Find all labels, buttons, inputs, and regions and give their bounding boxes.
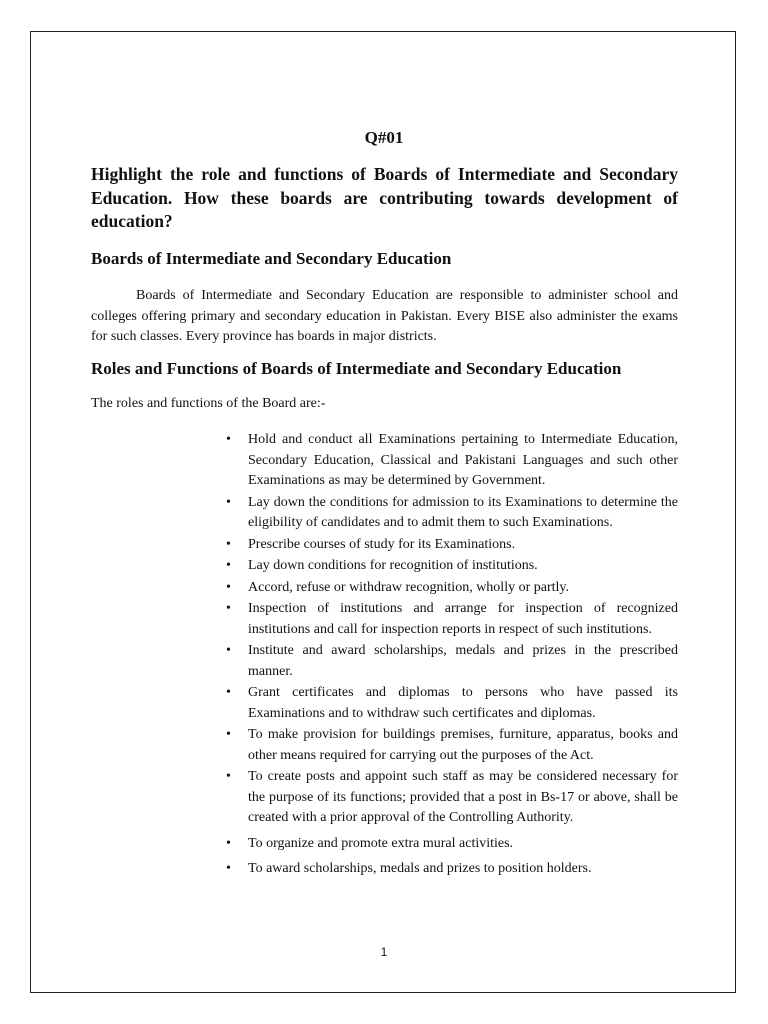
page-number: 1 — [380, 945, 388, 959]
list-item-text: To create posts and appoint such staff as may be considered necessary for the purpose of its functions; provided that a post in Bs-17 or above, shall be created with a prior approval of the Controlling Authority. — [248, 769, 678, 825]
list-item — [226, 725, 678, 766]
list-item — [226, 578, 678, 599]
question-number: Q#01 — [364, 128, 404, 147]
bullet-icon: • — [226, 727, 231, 742]
list-item-text: To organize and promote extra mural activities. — [248, 835, 514, 851]
section-heading-roles: Roles and Functions of Boards of Intermediate and Secondary Education — [91, 359, 622, 378]
bullet-icon: • — [226, 769, 231, 784]
list-item — [226, 641, 678, 682]
bullet-icon: • — [226, 579, 231, 595]
list-item-text: Hold and conduct all Examinations pertaining to Intermediate Education, Secondary Education, Classical and Pakistani Languages and such other Examinations as may be determined by Government. — [248, 432, 678, 488]
roles-bullet-list — [226, 430, 678, 884]
list-item — [226, 599, 678, 640]
bullet-icon: • — [226, 835, 231, 851]
list-item-text: Prescribe courses of study for its Examinations. — [248, 536, 516, 552]
list-item-text: Lay down the conditions for admission to its Examinations to determine the eligibility of candidates and to admit them to such Examinations. — [248, 494, 678, 530]
list-item-text: To award scholarships, medals and prizes to position holders. — [248, 861, 592, 876]
bullet-icon: • — [226, 643, 231, 658]
bullet-icon: • — [226, 494, 231, 510]
question-text: Highlight the role and functions of Boards of Intermediate and Secondary Education. How these boards are contributing towards development of education? — [91, 164, 678, 231]
list-lead-text: The roles and functions of the Board are:- — [91, 396, 326, 411]
list-item — [226, 430, 678, 492]
section-heading-boards: Boards of Intermediate and Secondary Education — [91, 249, 452, 268]
bullet-icon: • — [226, 558, 231, 573]
bullet-icon: • — [226, 685, 231, 700]
list-item — [226, 767, 678, 829]
list-item — [226, 556, 678, 577]
bullet-icon: • — [226, 601, 231, 616]
list-item-text: Lay down conditions for recognition of institutions. — [248, 558, 538, 573]
bullet-icon: • — [226, 432, 231, 447]
list-item — [226, 683, 678, 724]
list-item-text: Grant certificates and diplomas to persons who have passed its Examinations and to withdraw such certificates and diplomas. — [248, 685, 678, 721]
intro-paragraph: Boards of Intermediate and Secondary Education are responsible to administer school and colleges offering primary and secondary education in Pakistan. Every BISE also administer the exams for such classes. Every province has boards in major districts. — [91, 288, 678, 344]
list-item-text: Accord, refuse or withdraw recognition, wholly or partly. — [248, 579, 569, 595]
list-item — [226, 493, 678, 534]
list-item-text: Inspection of institutions and arrange for inspection of recognized institutions and call for inspection reports in respect of such institutions. — [248, 601, 678, 637]
list-item — [226, 834, 678, 855]
list-item — [226, 535, 678, 556]
bullet-icon: • — [226, 536, 231, 552]
list-item — [226, 859, 678, 880]
list-item-text: To make provision for buildings premises, furniture, apparatus, books and other means required for carrying out the purposes of the Act. — [248, 727, 678, 763]
bullet-icon: • — [226, 861, 231, 876]
list-item-text: Institute and award scholarships, medals and prizes in the prescribed manner. — [248, 643, 678, 679]
